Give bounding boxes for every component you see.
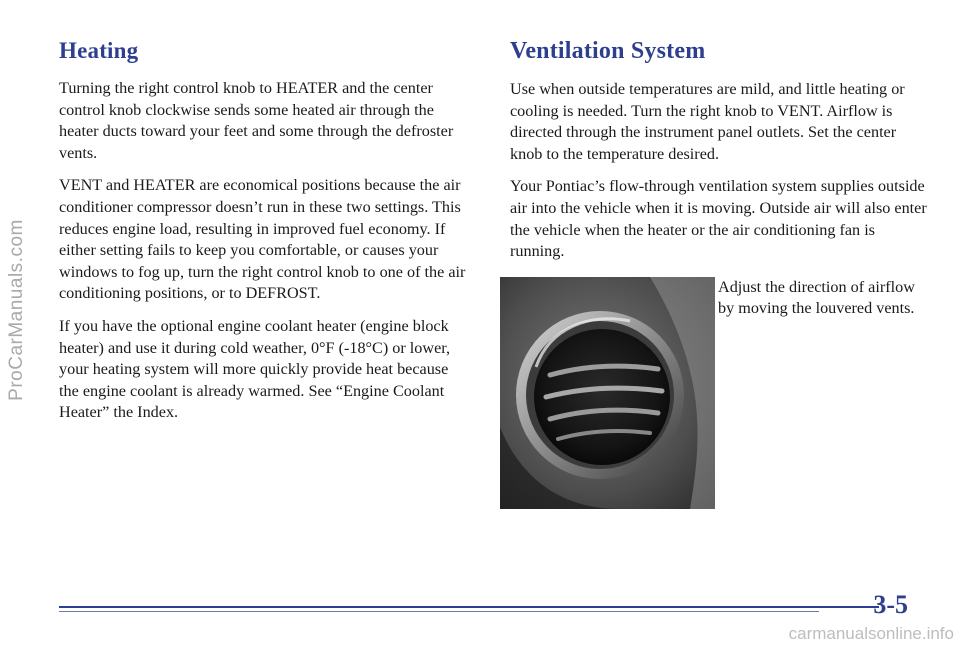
vent-caption: Adjust the direction of airflow by moving the louvered vents.	[718, 277, 915, 318]
vent-photo-image	[500, 277, 715, 509]
watermark-left-text: ProCarManuals.com	[6, 219, 28, 401]
heating-paragraph-3: If you have the optional engine coolant heater (engine block heater) and use it during cold weather, 0°F (-18°C) or lower, your heating system will more quickly provide heat because the engine coolant is already warmed. See “Engine Coolant Heater” the Index.	[59, 316, 451, 422]
vent-figure	[510, 277, 930, 517]
heating-paragraph-1: Turning the right control knob to HEATER and the center control knob clockwise sends some heated air through the heater ducts toward your feet and some through the defroster vents.	[59, 79, 454, 162]
ventilation-section	[510, 38, 930, 517]
footer-rule-thin	[59, 611, 819, 612]
ventilation-paragraph-1: Use when outside temperatures are mild, and little heating or cooling is needed. Turn the right knob to VENT. Airflow is directed through the instrument panel outlets. Set the center knob to the temperature desired.	[510, 80, 905, 163]
ventilation-heading: Ventilation System	[510, 38, 706, 64]
heating-section	[59, 38, 469, 435]
heating-heading: Heating	[59, 38, 139, 63]
watermark-bottom: carmanualsonline.info	[788, 624, 954, 643]
page-number: 3-5	[873, 590, 908, 619]
watermark-left	[6, 40, 28, 580]
ventilation-paragraph-2: Your Pontiac’s flow-through ventilation system supplies outside air into the vehicle when it is moving. Outside air will also enter the vehicle when the heater or the air conditioning fan is running.	[510, 177, 927, 261]
footer-rule-thick	[59, 606, 879, 608]
footer-rule	[59, 606, 879, 612]
heating-paragraph-2: VENT and HEATER are economical positions because the air conditioner compressor doesn’t run in these two settings. This reduces engine load, resulting in improved fuel economy. If either setting fails to keep you comfortable, or causes your windows to fog up, turn the right control knob to one of the air conditioning positions, or to DEFROST.	[59, 176, 466, 303]
